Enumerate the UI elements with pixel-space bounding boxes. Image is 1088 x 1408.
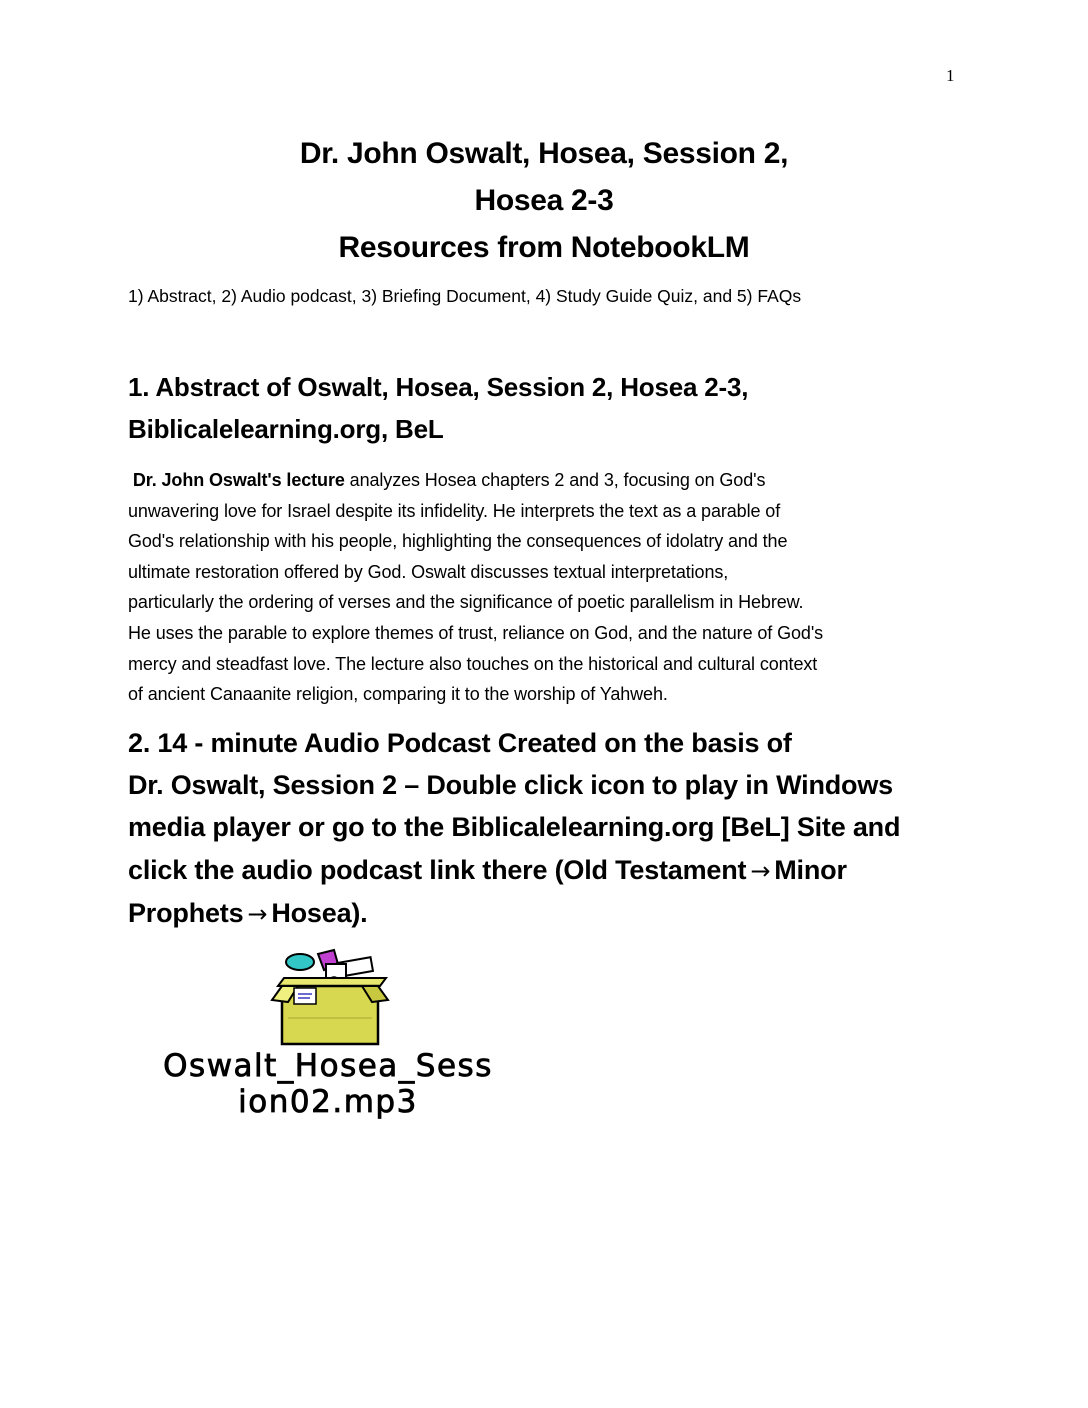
abstract-line-3: God's relationship with his people, highlighting the consequences of idolatry and the — [128, 531, 788, 552]
attachment-filename[interactable] — [128, 1048, 528, 1120]
title-line-3: Resources from NotebookLM — [338, 231, 750, 264]
abstract-line-1 — [128, 465, 968, 496]
abstract-line-2: unwavering love for Israel despite its infidelity. He interprets the text as a parable of — [128, 500, 781, 521]
title-line-2: Hosea 2-3 — [474, 184, 614, 217]
podcast-line-2: Dr. Oswalt, Session 2 – Double click icon to play in Windows — [128, 770, 893, 801]
podcast-line-5 — [128, 892, 968, 935]
package-icon[interactable] — [268, 948, 392, 1048]
abstract-heading — [128, 366, 968, 450]
abstract-line-7: mercy and steadfast love. The lecture also touches on the historical and cultural context — [128, 653, 818, 674]
page-number: 1 — [946, 66, 955, 85]
abstract-body — [128, 465, 968, 710]
abstract-heading-line-2: Biblicalelearning.org, BeL — [128, 414, 444, 444]
page-title — [0, 130, 1088, 271]
podcast-line-1: 2. 14 - minute Audio Podcast Created on the basis of — [128, 728, 792, 758]
title-line-1: Dr. John Oswalt, Hosea, Session 2, — [299, 137, 789, 170]
podcast-line-5a: Prophets — [128, 897, 244, 928]
arrow-right-icon: → — [247, 899, 268, 928]
abstract-heading-line-1: 1. Abstract of Oswalt, Hosea, Session 2, Hosea 2-3, — [128, 372, 749, 402]
podcast-heading — [128, 722, 968, 935]
filename-line-2: ion02.mp3 — [238, 1084, 418, 1120]
podcast-line-4b: Minor — [774, 854, 847, 885]
arrow-right-icon: → — [750, 856, 771, 885]
podcast-line-4a: click the audio podcast link there (Old Testament — [128, 854, 747, 885]
abstract-line-5: particularly the ordering of verses and the significance of poetic parallelism in Hebrew. — [128, 592, 804, 613]
contents-line: 1) Abstract, 2) Audio podcast, 3) Briefing Document, 4) Study Guide Quiz, and 5) FAQs — [128, 286, 802, 306]
abstract-line-8: of ancient Canaanite religion, comparing it to the worship of Yahweh. — [128, 684, 668, 705]
abstract-line-6: He uses the parable to explore themes of trust, reliance on God, and the nature of God's — [128, 622, 824, 643]
podcast-line-5b: Hosea). — [271, 897, 368, 928]
abstract-lead-bold: Dr. John Oswalt's lecture — [132, 470, 345, 490]
audio-attachment[interactable] — [128, 948, 528, 1128]
abstract-line-4: ultimate restoration offered by God. Oswalt discusses textual interpretations, — [128, 561, 729, 582]
podcast-line-4 — [128, 849, 968, 892]
abstract-line-1-rest: analyzes Hosea chapters 2 and 3, focusing on God's — [344, 470, 766, 490]
podcast-line-3: media player or go to the Biblicalelearning.org [BeL] Site and — [128, 812, 901, 843]
filename-line-1: Oswalt_Hosea_Sess — [163, 1048, 493, 1084]
